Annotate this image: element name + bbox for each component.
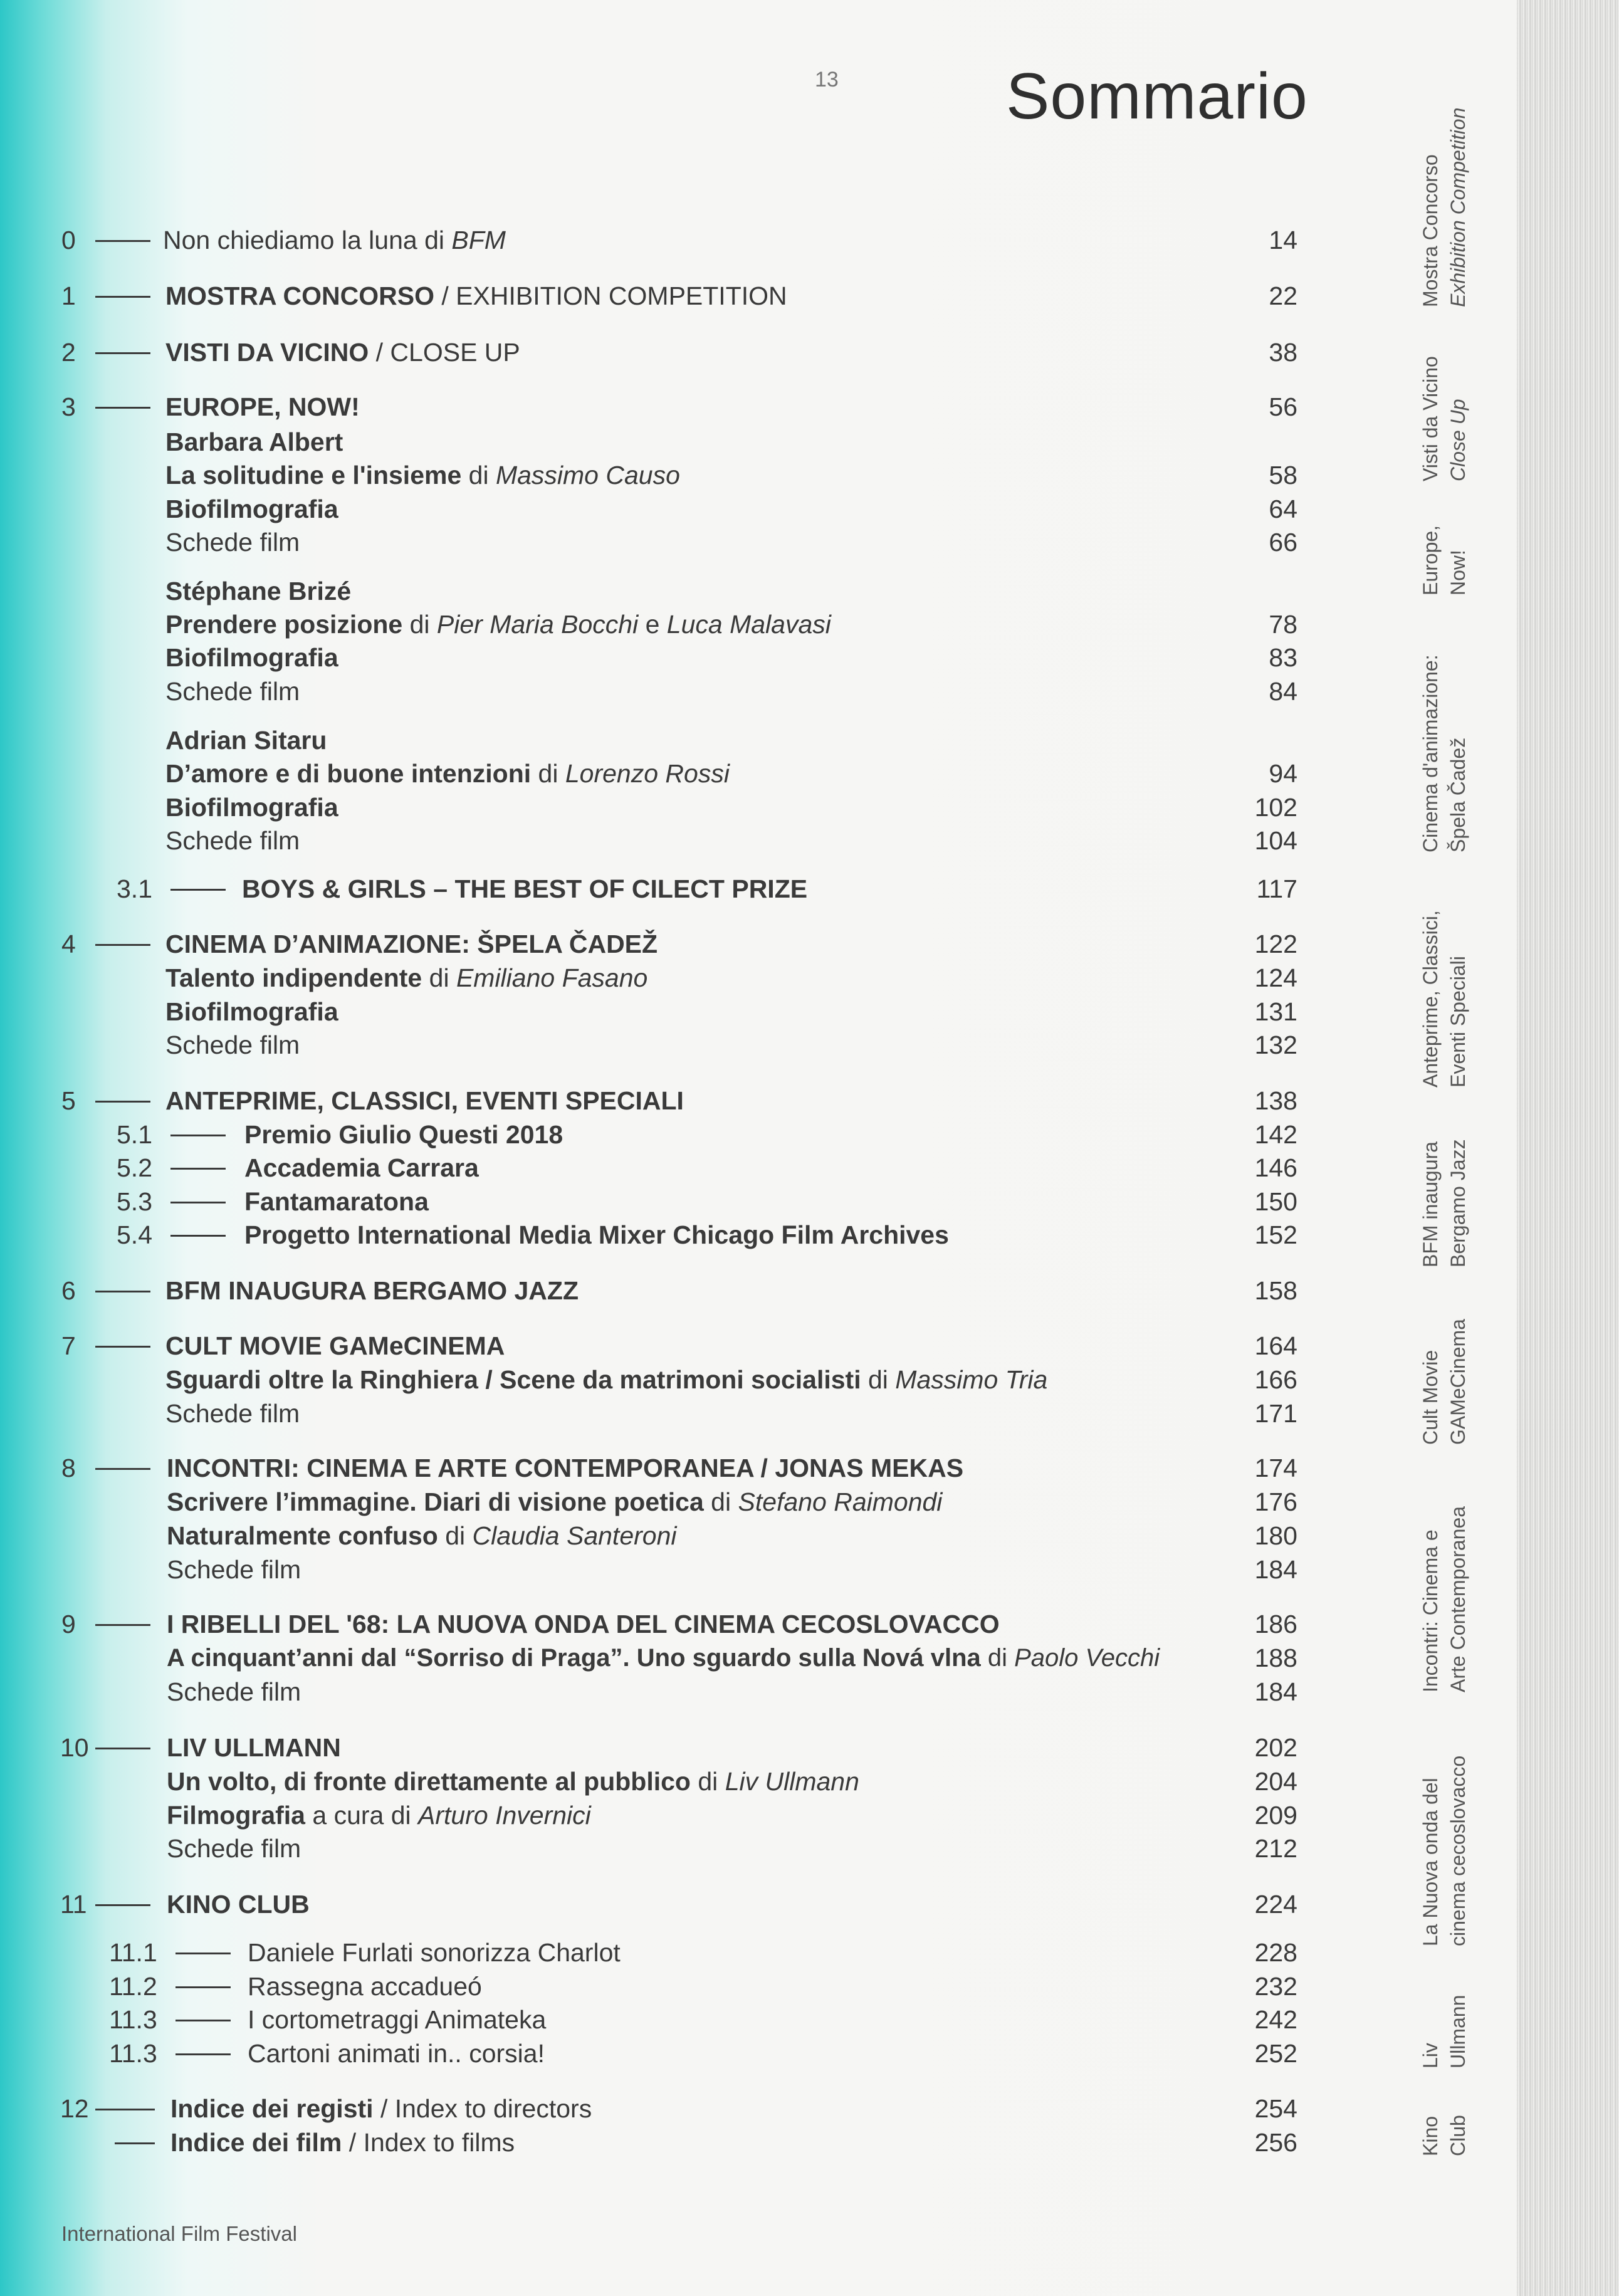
- entry-page: 150: [1254, 1187, 1297, 1216]
- toc-subentry: [165, 574, 351, 608]
- entry-page: 152: [1254, 1220, 1297, 1249]
- toc-entry-5-2: [0, 1151, 1316, 1185]
- dash-line: [115, 2142, 155, 2144]
- entry-subtitle: / Index to directors: [373, 2094, 592, 2123]
- entry-connector: di: [402, 610, 437, 639]
- toc-subentry: [0, 641, 1316, 674]
- toc-subentry: [0, 1363, 1316, 1397]
- entry-title: EUROPE, NOW!: [165, 392, 360, 421]
- dash-line: [95, 1346, 150, 1348]
- entry-page: 78: [1269, 610, 1297, 639]
- entry-page: 164: [1254, 1331, 1297, 1360]
- section-number: 12: [60, 2094, 89, 2123]
- section-number: 8: [61, 1454, 76, 1482]
- section-number: 9: [61, 1610, 76, 1638]
- entry-author: Liv Ullmann: [725, 1767, 859, 1796]
- entry-title: I RIBELLI DEL '68: LA NUOVA ONDA DEL CINEMA CECOSLOVACCO: [167, 1610, 1000, 1638]
- section-number: 6: [61, 1276, 76, 1305]
- section-number: 5.4: [117, 1220, 152, 1249]
- side-tab-label: Cult Movie: [1419, 1350, 1442, 1445]
- dash-line: [176, 2053, 231, 2055]
- toc-subentry: [0, 1485, 1316, 1519]
- toc-entry-12b: [0, 2126, 1316, 2159]
- toc-subentry: [0, 1519, 1316, 1553]
- toc-entry-10: [0, 1731, 1316, 1764]
- entry-title: Filmografia: [167, 1801, 305, 1830]
- entry-title: Premio Giulio Questi 2018: [244, 1120, 563, 1149]
- dash-line: [170, 1135, 226, 1136]
- dash-line: [95, 1904, 150, 1906]
- entry-title: Schede film: [165, 677, 300, 706]
- side-tab-sublabel: Ullmann: [1447, 1995, 1469, 2068]
- side-tab-6: [1417, 1139, 1472, 1267]
- side-tab-2: [1417, 356, 1472, 481]
- side-tab-4: [1417, 654, 1472, 852]
- toc-entry-1: [0, 279, 1316, 313]
- section-number: 11: [60, 1890, 87, 1919]
- entry-page: 66: [1269, 528, 1297, 557]
- entry-title: BOYS & GIRLS – THE BEST OF CILECT PRIZE: [242, 874, 808, 903]
- toc-entry-12: [0, 2092, 1316, 2126]
- toc-subentry: [165, 425, 343, 459]
- entry-page: 64: [1269, 495, 1297, 523]
- entry-title: INCONTRI: CINEMA E ARTE CONTEMPORANEA / JONAS MEKAS: [167, 1454, 964, 1482]
- entry-page: 122: [1254, 930, 1297, 958]
- section-number: 3: [61, 392, 76, 421]
- entry-title: Schede film: [165, 1030, 300, 1059]
- side-tab-sublabel: Arte Contemporanea: [1447, 1506, 1469, 1692]
- toc-entry-5: [0, 1084, 1316, 1118]
- entry-title: Schede film: [165, 826, 300, 855]
- side-tab-label: Kino: [1419, 2115, 1442, 2156]
- toc-subentry: [165, 723, 327, 757]
- entry-subtitle: / Index to films: [342, 2128, 515, 2157]
- side-tab-11: [1417, 2115, 1472, 2156]
- section-number: 4: [61, 930, 76, 958]
- entry-page: 56: [1269, 392, 1297, 421]
- side-tab-label: La Nuova onda del: [1419, 1778, 1442, 1946]
- entry-page: 256: [1254, 2128, 1297, 2157]
- dash-line: [176, 2020, 231, 2021]
- dash-line: [95, 1101, 150, 1103]
- entry-connector: di: [861, 1365, 896, 1394]
- dash-line: [170, 1235, 226, 1237]
- dash-line: [95, 407, 150, 409]
- toc-entry-11: [0, 1887, 1316, 1921]
- toc-subentry: [0, 824, 1316, 857]
- entry-subtitle: / EXHIBITION COMPETITION: [434, 281, 787, 310]
- side-tab-label: BFM inaugura: [1419, 1141, 1442, 1267]
- toc-subentry: [0, 1764, 1316, 1798]
- entry-title: Indice dei film: [170, 2128, 342, 2157]
- entry-title: Schede film: [165, 528, 300, 557]
- entry-title: Cartoni animati in.. corsia!: [248, 2039, 545, 2068]
- section-number: 10: [60, 1733, 89, 1762]
- entry-page: 224: [1254, 1890, 1297, 1919]
- entry-page: 212: [1254, 1834, 1297, 1863]
- entry-connector: di: [531, 759, 565, 788]
- dash-line: [95, 1291, 150, 1292]
- entry-title: Progetto International Media Mixer Chicago Film Archives: [244, 1220, 949, 1249]
- dash-line: [95, 352, 150, 354]
- side-tab-10: [1417, 1995, 1472, 2068]
- section-number: 11.1: [109, 1938, 157, 1967]
- entry-connector: di: [461, 461, 496, 490]
- side-tab-9: [1417, 1756, 1472, 1946]
- toc-subentry: [0, 790, 1316, 824]
- dash-line: [95, 240, 150, 242]
- entry-title: VISTI DA VICINO: [165, 338, 369, 367]
- dash-line: [170, 1168, 226, 1170]
- entry-connector: a cura di: [305, 1801, 419, 1830]
- entry-title: Non chiediamo la luna: [163, 226, 417, 254]
- entry-page: 171: [1254, 1399, 1297, 1428]
- director-name: Barbara Albert: [165, 427, 343, 456]
- toc-subentry: [0, 1675, 1316, 1709]
- entry-connector: di: [437, 1521, 473, 1550]
- entry-page: 186: [1254, 1610, 1297, 1638]
- side-tab-8: [1417, 1506, 1472, 1692]
- entry-page: 158: [1254, 1276, 1297, 1305]
- section-number: 11.2: [109, 1972, 157, 2001]
- side-tab-sublabel: Club: [1447, 2115, 1469, 2156]
- entry-page: 94: [1269, 759, 1297, 788]
- entry-page: 180: [1254, 1521, 1297, 1550]
- entry-page: 38: [1269, 338, 1297, 367]
- entry-page: 209: [1254, 1801, 1297, 1830]
- entry-page: 58: [1269, 461, 1297, 490]
- entry-page: 254: [1254, 2094, 1297, 2123]
- section-number: 0: [61, 226, 76, 254]
- entry-page: 104: [1254, 826, 1297, 855]
- toc-subentry: [0, 1397, 1316, 1430]
- entry-page: 131: [1254, 997, 1297, 1026]
- toc-entry-11-4: [0, 2037, 1316, 2070]
- entry-author: Arturo Invernici: [418, 1801, 591, 1830]
- side-tab-sublabel: Now!: [1447, 550, 1469, 595]
- entry-title: Schede film: [167, 1834, 301, 1863]
- entry-title: Schede film: [167, 1677, 301, 1706]
- entry-author: Pier Maria Bocchi: [436, 610, 639, 639]
- entry-page: 102: [1254, 793, 1297, 822]
- entry-page: 188: [1254, 1643, 1297, 1672]
- toc-entry-7: [0, 1329, 1316, 1363]
- dash-line: [95, 1468, 150, 1470]
- section-number: 2: [61, 338, 76, 367]
- entry-page: 132: [1254, 1030, 1297, 1059]
- entry-page: 138: [1254, 1086, 1297, 1115]
- side-tab-3: [1417, 525, 1472, 595]
- dash-line: [170, 889, 226, 891]
- toc-entry-0: [0, 223, 1316, 257]
- toc-subentry: [0, 1798, 1316, 1832]
- entry-title: Indice dei registi: [170, 2094, 374, 2123]
- entry-title: Biofilmografia: [165, 997, 338, 1026]
- entry-page: 202: [1254, 1733, 1297, 1762]
- entry-author: Stefano Raimondi: [738, 1487, 943, 1516]
- toc-subentry: [0, 1028, 1316, 1062]
- entry-author: Emiliano Fasano: [456, 963, 648, 992]
- side-tab-5: [1417, 910, 1472, 1088]
- entry-title: Schede film: [165, 1399, 300, 1428]
- entry-title: ANTEPRIME, CLASSICI, EVENTI SPECIALI: [165, 1086, 684, 1115]
- entry-title: Sguardi oltre la Ringhiera / Scene da matrimoni socialisti: [165, 1365, 861, 1394]
- side-tab-sublabel: Close Up: [1447, 399, 1469, 481]
- entry-title: I cortometraggi Animateka: [248, 2005, 547, 2034]
- side-tab-label: Incontri: Cinema e: [1419, 1529, 1442, 1692]
- entry-connector: di: [422, 963, 456, 992]
- entry-title: La solitudine e l'insieme: [165, 461, 462, 490]
- entry-page: 124: [1254, 963, 1297, 992]
- section-number: 5: [61, 1086, 76, 1115]
- entry-title: KINO CLUB: [167, 1890, 310, 1919]
- entry-title: Prendere posizione: [165, 610, 403, 639]
- entry-page: 252: [1254, 2039, 1297, 2068]
- entry-page: 166: [1254, 1365, 1297, 1394]
- section-number: 5.3: [117, 1187, 152, 1216]
- side-tab-label: Liv: [1419, 2043, 1442, 2068]
- entry-page: 204: [1254, 1767, 1297, 1796]
- entry-page: 142: [1254, 1120, 1297, 1149]
- entry-connector: di: [980, 1644, 1015, 1672]
- entry-title: BFM INAUGURA BERGAMO JAZZ: [165, 1276, 579, 1305]
- entry-connector: di: [417, 226, 452, 254]
- dash-line: [176, 1953, 231, 1954]
- side-tab-label: Mostra Concorso: [1419, 154, 1442, 307]
- entry-title: Daniele Furlati sonorizza Charlot: [248, 1938, 621, 1967]
- dash-line: [176, 1986, 231, 1988]
- entry-title: Schede film: [167, 1555, 301, 1584]
- footer-text: International Film Festival: [61, 2222, 297, 2245]
- entry-title: A cinquant’anni dal “Sorriso di Praga”. Uno sguardo sulla Nová vlna: [167, 1644, 981, 1672]
- side-tab-label: Europe,: [1419, 525, 1442, 595]
- entry-title: MOSTRA CONCORSO: [165, 281, 434, 310]
- entry-title: Naturalmente confuso: [167, 1521, 438, 1550]
- side-tab-1: [1417, 108, 1472, 307]
- director-name: Adrian Sitaru: [165, 726, 327, 755]
- dash-line: [170, 1202, 226, 1203]
- entry-page: 117: [1256, 874, 1297, 903]
- entry-author: Claudia Santeroni: [472, 1521, 677, 1550]
- toc-subentry: [0, 995, 1316, 1029]
- side-tab-7: [1417, 1319, 1472, 1445]
- toc-entry-4: [0, 927, 1316, 961]
- entry-title: Fantamaratona: [244, 1187, 429, 1216]
- toc-entry-3-1: [0, 872, 1316, 906]
- toc-entry-5-1: [0, 1118, 1316, 1151]
- section-number: 7: [61, 1331, 76, 1360]
- entry-connector: di: [690, 1767, 725, 1796]
- entry-page: 14: [1269, 226, 1297, 254]
- side-tab-sublabel: Bergamo Jazz: [1447, 1139, 1469, 1267]
- dash-line: [95, 2109, 155, 2110]
- side-tab-label: Cinema d'animazione:: [1419, 654, 1442, 852]
- toc-entry-5-3: [0, 1185, 1316, 1219]
- toc-entry-9: [0, 1607, 1316, 1641]
- section-number: 11.3: [109, 2039, 157, 2068]
- toc-entry-2: [0, 335, 1316, 369]
- entry-page: 228: [1254, 1938, 1297, 1967]
- entry-page: 84: [1269, 677, 1297, 706]
- entry-subtitle: / CLOSE UP: [369, 338, 520, 367]
- entry-author: Massimo Causo: [495, 461, 680, 490]
- section-number: 5.2: [117, 1153, 152, 1182]
- entry-title: LIV ULLMANN: [167, 1733, 341, 1762]
- entry-page: 22: [1269, 281, 1297, 310]
- dash-line: [95, 296, 150, 298]
- toc-subentry: [0, 458, 1316, 492]
- page-title: Sommario: [1006, 60, 1308, 133]
- section-number: 11.3: [109, 2005, 157, 2034]
- dash-line: [95, 1748, 150, 1749]
- entry-author: Luca Malavasi: [666, 610, 831, 639]
- side-tab-label: Anteprime, Classici,: [1419, 910, 1442, 1088]
- side-tab-sublabel: Exhibition Competition: [1447, 107, 1469, 307]
- toc-entry-11-1: [0, 1936, 1316, 1969]
- entry-title: Un volto, di fronte direttamente al pubblico: [167, 1767, 691, 1796]
- entry-page: 184: [1254, 1677, 1297, 1706]
- section-number: 3.1: [117, 874, 152, 903]
- toc-subentry: [0, 607, 1316, 641]
- entry-author: Paolo Vecchi: [1014, 1644, 1160, 1672]
- entry-page: 176: [1254, 1487, 1297, 1516]
- entry-title: Biofilmografia: [165, 643, 338, 672]
- toc-subentry: [0, 1553, 1316, 1586]
- entry-page: 242: [1254, 2005, 1297, 2034]
- entry-title: Talento indipendente: [165, 963, 422, 992]
- entry-connector: e: [638, 610, 667, 639]
- toc-subentry: [0, 1641, 1316, 1675]
- entry-title: Rassegna accadueó: [248, 1972, 482, 2001]
- toc-entry-3: [0, 390, 1316, 424]
- toc-subentry: [0, 525, 1316, 559]
- page-stack-edge: [1517, 0, 1619, 2296]
- side-tab-sublabel: GAMeCinema: [1447, 1319, 1469, 1445]
- side-tab-sublabel: cinema cecoslovacco: [1447, 1755, 1469, 1946]
- page-number: 13: [815, 68, 839, 92]
- entry-page: 232: [1254, 1972, 1297, 2001]
- entry-author: Lorenzo Rossi: [565, 759, 730, 788]
- entry-author: Massimo Tria: [895, 1365, 1048, 1394]
- entry-page: 184: [1254, 1555, 1297, 1584]
- entry-author: BFM: [451, 226, 506, 254]
- toc-entry-5-4: [0, 1218, 1316, 1252]
- toc-entry-11-2: [0, 1969, 1316, 2003]
- entry-page: 146: [1254, 1153, 1297, 1182]
- toc-subentry: [0, 674, 1316, 708]
- entry-page: 174: [1254, 1454, 1297, 1482]
- section-number: 1: [61, 281, 76, 310]
- entry-title: CINEMA D’ANIMAZIONE: ŠPELA ČADEŽ: [165, 930, 658, 958]
- entry-title: Scrivere l’immagine. Diari di visione poetica: [167, 1487, 704, 1516]
- dash-line: [95, 944, 150, 946]
- entry-page: 83: [1269, 643, 1297, 672]
- toc-entry-6: [0, 1274, 1316, 1308]
- entry-title: Biofilmografia: [165, 495, 338, 523]
- entry-connector: di: [703, 1487, 738, 1516]
- entry-title: Accademia Carrara: [244, 1153, 479, 1182]
- side-tab-label: Visti da Vicino: [1419, 356, 1442, 481]
- director-name: Stéphane Brizé: [165, 577, 352, 605]
- toc-entry-8: [0, 1451, 1316, 1485]
- entry-title: Biofilmografia: [165, 793, 338, 822]
- toc-subentry: [0, 757, 1316, 790]
- dash-line: [95, 1624, 150, 1626]
- toc-subentry: [0, 1832, 1316, 1865]
- entry-title: D’amore e di buone intenzioni: [165, 759, 532, 788]
- toc-subentry: [0, 961, 1316, 995]
- side-tab-sublabel: Eventi Speciali: [1447, 956, 1469, 1088]
- entry-title: CULT MOVIE GAMeCINEMA: [165, 1331, 505, 1360]
- section-number: 5.1: [117, 1120, 152, 1149]
- toc-entry-11-3: [0, 2003, 1316, 2037]
- side-tab-sublabel: Špela Čadež: [1447, 737, 1469, 852]
- toc-subentry: [0, 492, 1316, 526]
